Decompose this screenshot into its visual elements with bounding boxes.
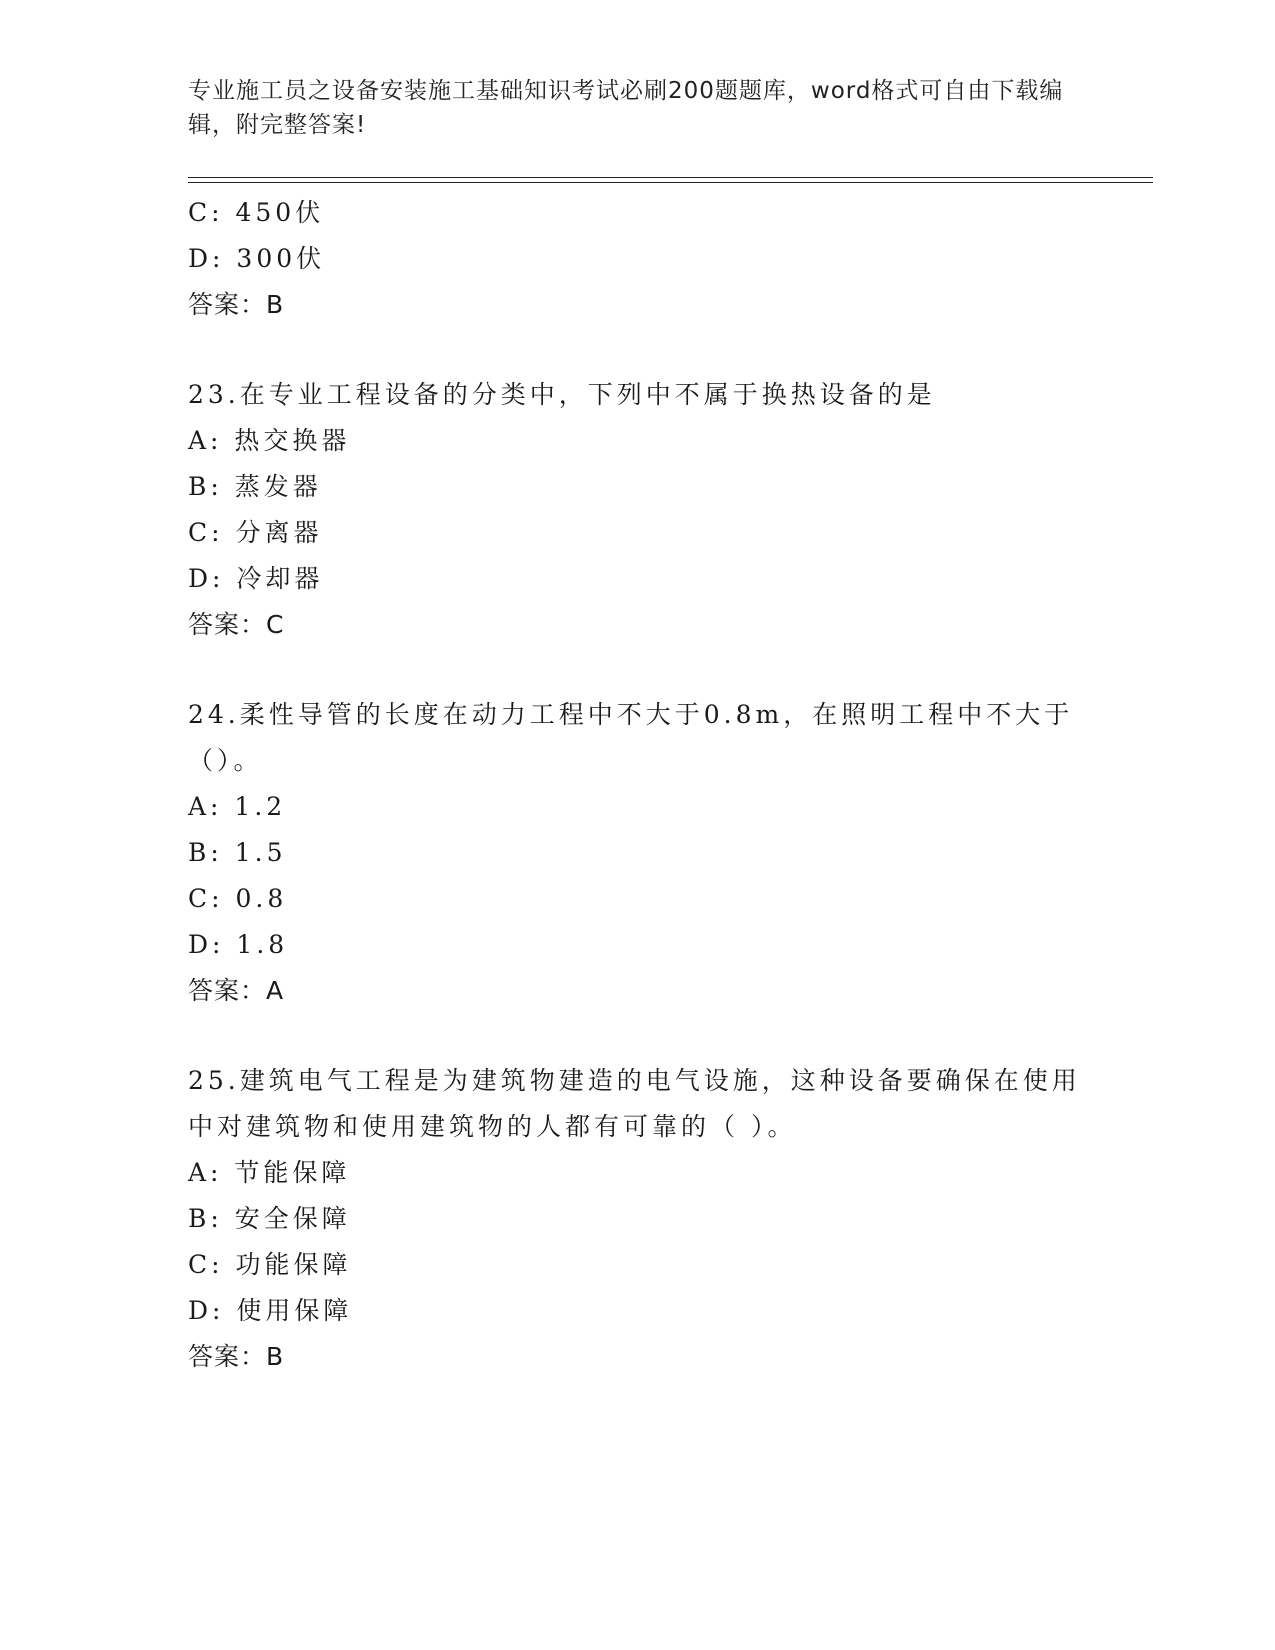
answer-line: 答案：B bbox=[188, 290, 285, 319]
question-list bbox=[188, 190, 1088, 1380]
question-text: 23.在专业工程设备的分类中，下列中不属于换热设备的是 bbox=[188, 380, 936, 409]
question-text: 25.建筑电气工程是为建筑物建造的电气设施，这种设备要确保在使用中对建筑物和使用建筑物的人都有可靠的（ ）。 bbox=[188, 1066, 1081, 1141]
option-d: D: 300伏 bbox=[188, 244, 326, 273]
option-a: A: 节能保障 bbox=[188, 1158, 351, 1187]
answer-line: 答案：B bbox=[188, 1342, 285, 1371]
option-d: D: 1.8 bbox=[188, 930, 289, 959]
option-a: A: 热交换器 bbox=[188, 426, 351, 455]
answer-line: 答案：A bbox=[188, 976, 285, 1005]
answer-line: 答案：C bbox=[188, 610, 285, 639]
spacer bbox=[188, 648, 1088, 692]
option-c: C: 功能保障 bbox=[188, 1250, 352, 1279]
option-c: C: 分离器 bbox=[188, 518, 323, 547]
question-text: 24.柔性导管的长度在动力工程中不大于0.8m，在照明工程中不大于（）。 bbox=[188, 700, 1074, 775]
question-25 bbox=[188, 1058, 1088, 1380]
page-header-title: 专业施工员之设备安装施工基础知识考试必刷200题题库，word格式可自由下载编辑，附完整答案! bbox=[188, 78, 1064, 138]
option-c: C: 0.8 bbox=[188, 884, 288, 913]
spacer bbox=[188, 1014, 1088, 1058]
header-divider-top bbox=[188, 177, 1153, 178]
question-23 bbox=[188, 372, 1088, 648]
option-c: C: 450伏 bbox=[188, 198, 325, 227]
question-24 bbox=[188, 692, 1088, 1014]
option-b: B: 蒸发器 bbox=[188, 472, 322, 501]
option-d: D: 冷却器 bbox=[188, 564, 324, 593]
option-b: B: 1.5 bbox=[188, 838, 287, 867]
header-divider-bottom bbox=[188, 182, 1153, 183]
option-b: B: 安全保障 bbox=[188, 1204, 351, 1233]
option-d: D: 使用保障 bbox=[188, 1296, 353, 1325]
question-22-continuation bbox=[188, 190, 1088, 328]
spacer bbox=[188, 328, 1088, 372]
option-a: A: 1.2 bbox=[188, 792, 287, 821]
